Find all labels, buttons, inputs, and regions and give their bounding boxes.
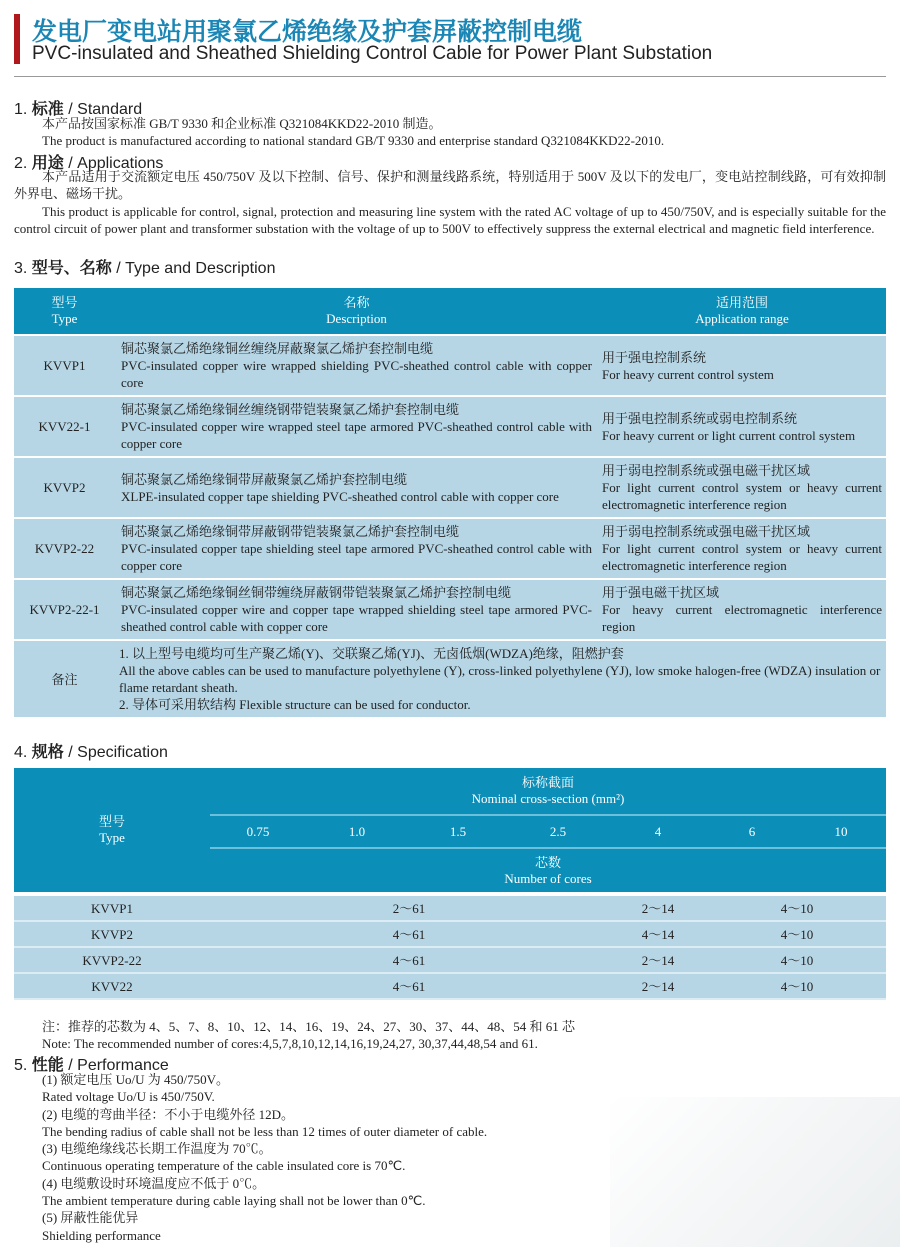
description-cell: 铜芯聚氯乙烯绝缘铜丝缠绕屏蔽聚氯乙烯护套控制电缆 PVC-insulated copper wire wrapped shielding PVC-sheathed control cable with copper core [115,336,598,395]
standard-text-cn: 本产品按国家标准 GB/T 9330 和企业标准 Q321084KKD22-2010 制造。 [42,116,442,131]
application-cell: 用于强电控制系统 For heavy current control system [598,336,886,395]
type-cell: KVVP1 [14,896,210,922]
performance-line: The ambient temperature during cable laying shall not be lower than 0℃. [42,1193,426,1209]
performance-line: Shielding performance [42,1227,161,1243]
type-cell: KVVP2-22 [14,948,210,974]
table-row [14,974,886,1000]
cores-range-cell: 2～14 [608,896,708,922]
header-application: 适用范围 Application range [598,288,886,334]
section-standard-heading: 1. 标准 / Standard [14,101,143,118]
section-applications-heading: 2. 用途 / Applications [14,155,164,172]
note-content: 1. 以上型号电缆均可生产聚乙烯(Y)、交联聚乙烯(YJ)、无卤低烟(WDZA)绝缘，阻燃护套 All the above cables can be used to manufacture polyethylene (Y), cross-linked polyethylene (YJ), low smoke halogen-free (WDZA) insulation or flame retardant sheath. 2. 导体可采用软结构 Flexible structure can be used for conductor. [115,641,886,717]
type-cell: KVVP1 [14,336,115,395]
application-cell: 用于弱电控制系统或强电磁干扰区域 For light current control system or heavy current electromagnetic interference region [598,519,886,578]
table-row [14,580,886,639]
background-photo [610,1097,900,1247]
page-title-en: PVC-insulated and Sheathed Shielding Control Cable for Power Plant Substation [32,43,713,64]
cross-section-value: 0.75 [210,816,306,847]
spec-header-type: 型号 Type [14,768,210,892]
type-cell: KVV22 [14,974,210,1000]
cross-section-value: 4 [608,816,708,847]
table-row [14,922,886,948]
applications-text-cn: 本产品适用于交流额定电压 450/750V 及以下控制、信号、保护和测量线路系统，特别适用于 500V 及以下的发电厂，变电站控制线路，可有效抑制外界电、磁场干扰。 [14,169,886,201]
cores-range-cell: 4～61 [210,922,608,948]
applications-text-en: This product is applicable for control, signal, protection and measuring line system with the rated AC voltage of up to 450/750V, and is especially suitable for the control circuit of power plant and transformer substation with the voltage of up to 500V to effectively suppress the external electrical and magnetic field interference. [14,204,886,236]
section-performance-heading: 5. 性能 / Performance [14,1057,169,1074]
spec-header-cross-section: 标称截面 Nominal cross-section (mm²) [210,768,886,816]
cross-section-value: 1.0 [306,816,408,847]
divider [14,76,886,77]
page-title-cn: 发电厂变电站用聚氯乙烯绝缘及护套屏蔽控制电缆 [32,18,583,46]
spec-header-cores: 芯数 Number of cores [210,847,886,892]
cores-range-cell: 2～14 [608,948,708,974]
performance-line: Continuous operating temperature of the cable insulated core is 70℃. [42,1158,406,1174]
performance-line: Rated voltage Uo/U is 450/750V. [42,1089,215,1105]
table-row [14,948,886,974]
cross-section-value: 6 [708,816,796,847]
section-specification-heading: 4. 规格 / Specification [14,744,168,761]
type-description-table [14,286,886,719]
title-accent-bar [14,14,20,64]
table-row [14,458,886,517]
specification-table [14,768,886,1000]
description-cell: 铜芯聚氯乙烯绝缘铜丝缠绕钢带铠装聚氯乙烯护套控制电缆 PVC-insulated copper wire wrapped steel tape armored PVC-sheathed control cable with copper core [115,397,598,456]
header-description: 名称 Description [115,288,598,334]
cores-range-cell: 2～14 [608,974,708,1000]
description-cell: 铜芯聚氯乙烯绝缘铜丝铜带缠绕屏蔽钢带铠装聚氯乙烯护套控制电缆 PVC-insulated copper wire and copper tape wrapped shielding steel tape armored PVC-sheathed control cable with copper core [115,580,598,639]
table-header-row [14,288,886,334]
cross-section-value: 1.5 [408,816,508,847]
performance-line: (1) 额定电压 Uo/U 为 450/750V。 [42,1072,230,1087]
standard-text-en: The product is manufactured according to national standard GB/T 9330 and enterprise standard Q321084KKD22-2010. [42,133,665,148]
application-cell: 用于弱电控制系统或强电磁干扰区域 For light current control system or heavy current electromagnetic interference region [598,458,886,517]
cores-range-cell: 4～10 [708,974,886,1000]
note-label: 备注 [14,641,115,717]
header-type: 型号 Type [14,288,115,334]
performance-line: (3) 电缆绝缘线芯长期工作温度为 70℃。 [42,1141,272,1157]
table-row [14,896,886,922]
cross-section-value: 2.5 [508,816,608,847]
cores-range-cell: 4～61 [210,948,608,974]
cores-range-cell: 4～10 [708,922,886,948]
performance-line: (2) 电缆的弯曲半径：不小于电缆外径 12D。 [42,1106,295,1122]
type-cell: KVV22-1 [14,397,115,456]
cores-range-cell: 4～10 [708,948,886,974]
type-cell: KVVP2 [14,922,210,948]
performance-line: (4) 电缆敷设时环境温度应不低于 0℃。 [42,1175,266,1191]
type-cell: KVVP2-22-1 [14,580,115,639]
application-cell: 用于强电控制系统或弱电控制系统 For heavy current or light current control system [598,397,886,456]
cores-range-cell: 4～14 [608,922,708,948]
application-cell: 用于强电磁干扰区域 For heavy current electromagnetic interference region [598,580,886,639]
table-row [14,519,886,578]
description-cell: 铜芯聚氯乙烯绝缘铜带屏蔽钢带铠装聚氯乙烯护套控制电缆 PVC-insulated copper tape shielding steel tape armored PVC-sheathed control cable with copper core [115,519,598,578]
spec-note-cn: 注：推荐的芯数为 4、5、7、8、10、12、14、16、19、24、27、30、37、44、48、54 和 61 芯 [42,1019,576,1034]
cores-range-cell: 2～61 [210,896,608,922]
spec-note-en: Note: The recommended number of cores:4,5,7,8,10,12,14,16,19,24,27, 30,37,44,48,54 and 61. [42,1036,538,1051]
performance-line: The bending radius of cable shall not be less than 12 times of outer diameter of cable. [42,1123,488,1139]
section-type-heading: 3. 型号、名称 / Type and Description [14,260,276,277]
cores-range-cell: 4～10 [708,896,886,922]
cores-range-cell: 4～61 [210,974,608,1000]
type-cell: KVVP2 [14,458,115,517]
table-note-row [14,641,886,717]
type-cell: KVVP2-22 [14,519,115,578]
table-row [14,336,886,395]
performance-line: (5) 屏蔽性能优异 [42,1210,139,1226]
description-cell: 铜芯聚氯乙烯绝缘铜带屏蔽聚氯乙烯护套控制电缆 XLPE-insulated copper tape shielding PVC-sheathed control cable with copper core [115,458,598,517]
table-row [14,397,886,456]
cross-section-value: 10 [796,816,886,847]
